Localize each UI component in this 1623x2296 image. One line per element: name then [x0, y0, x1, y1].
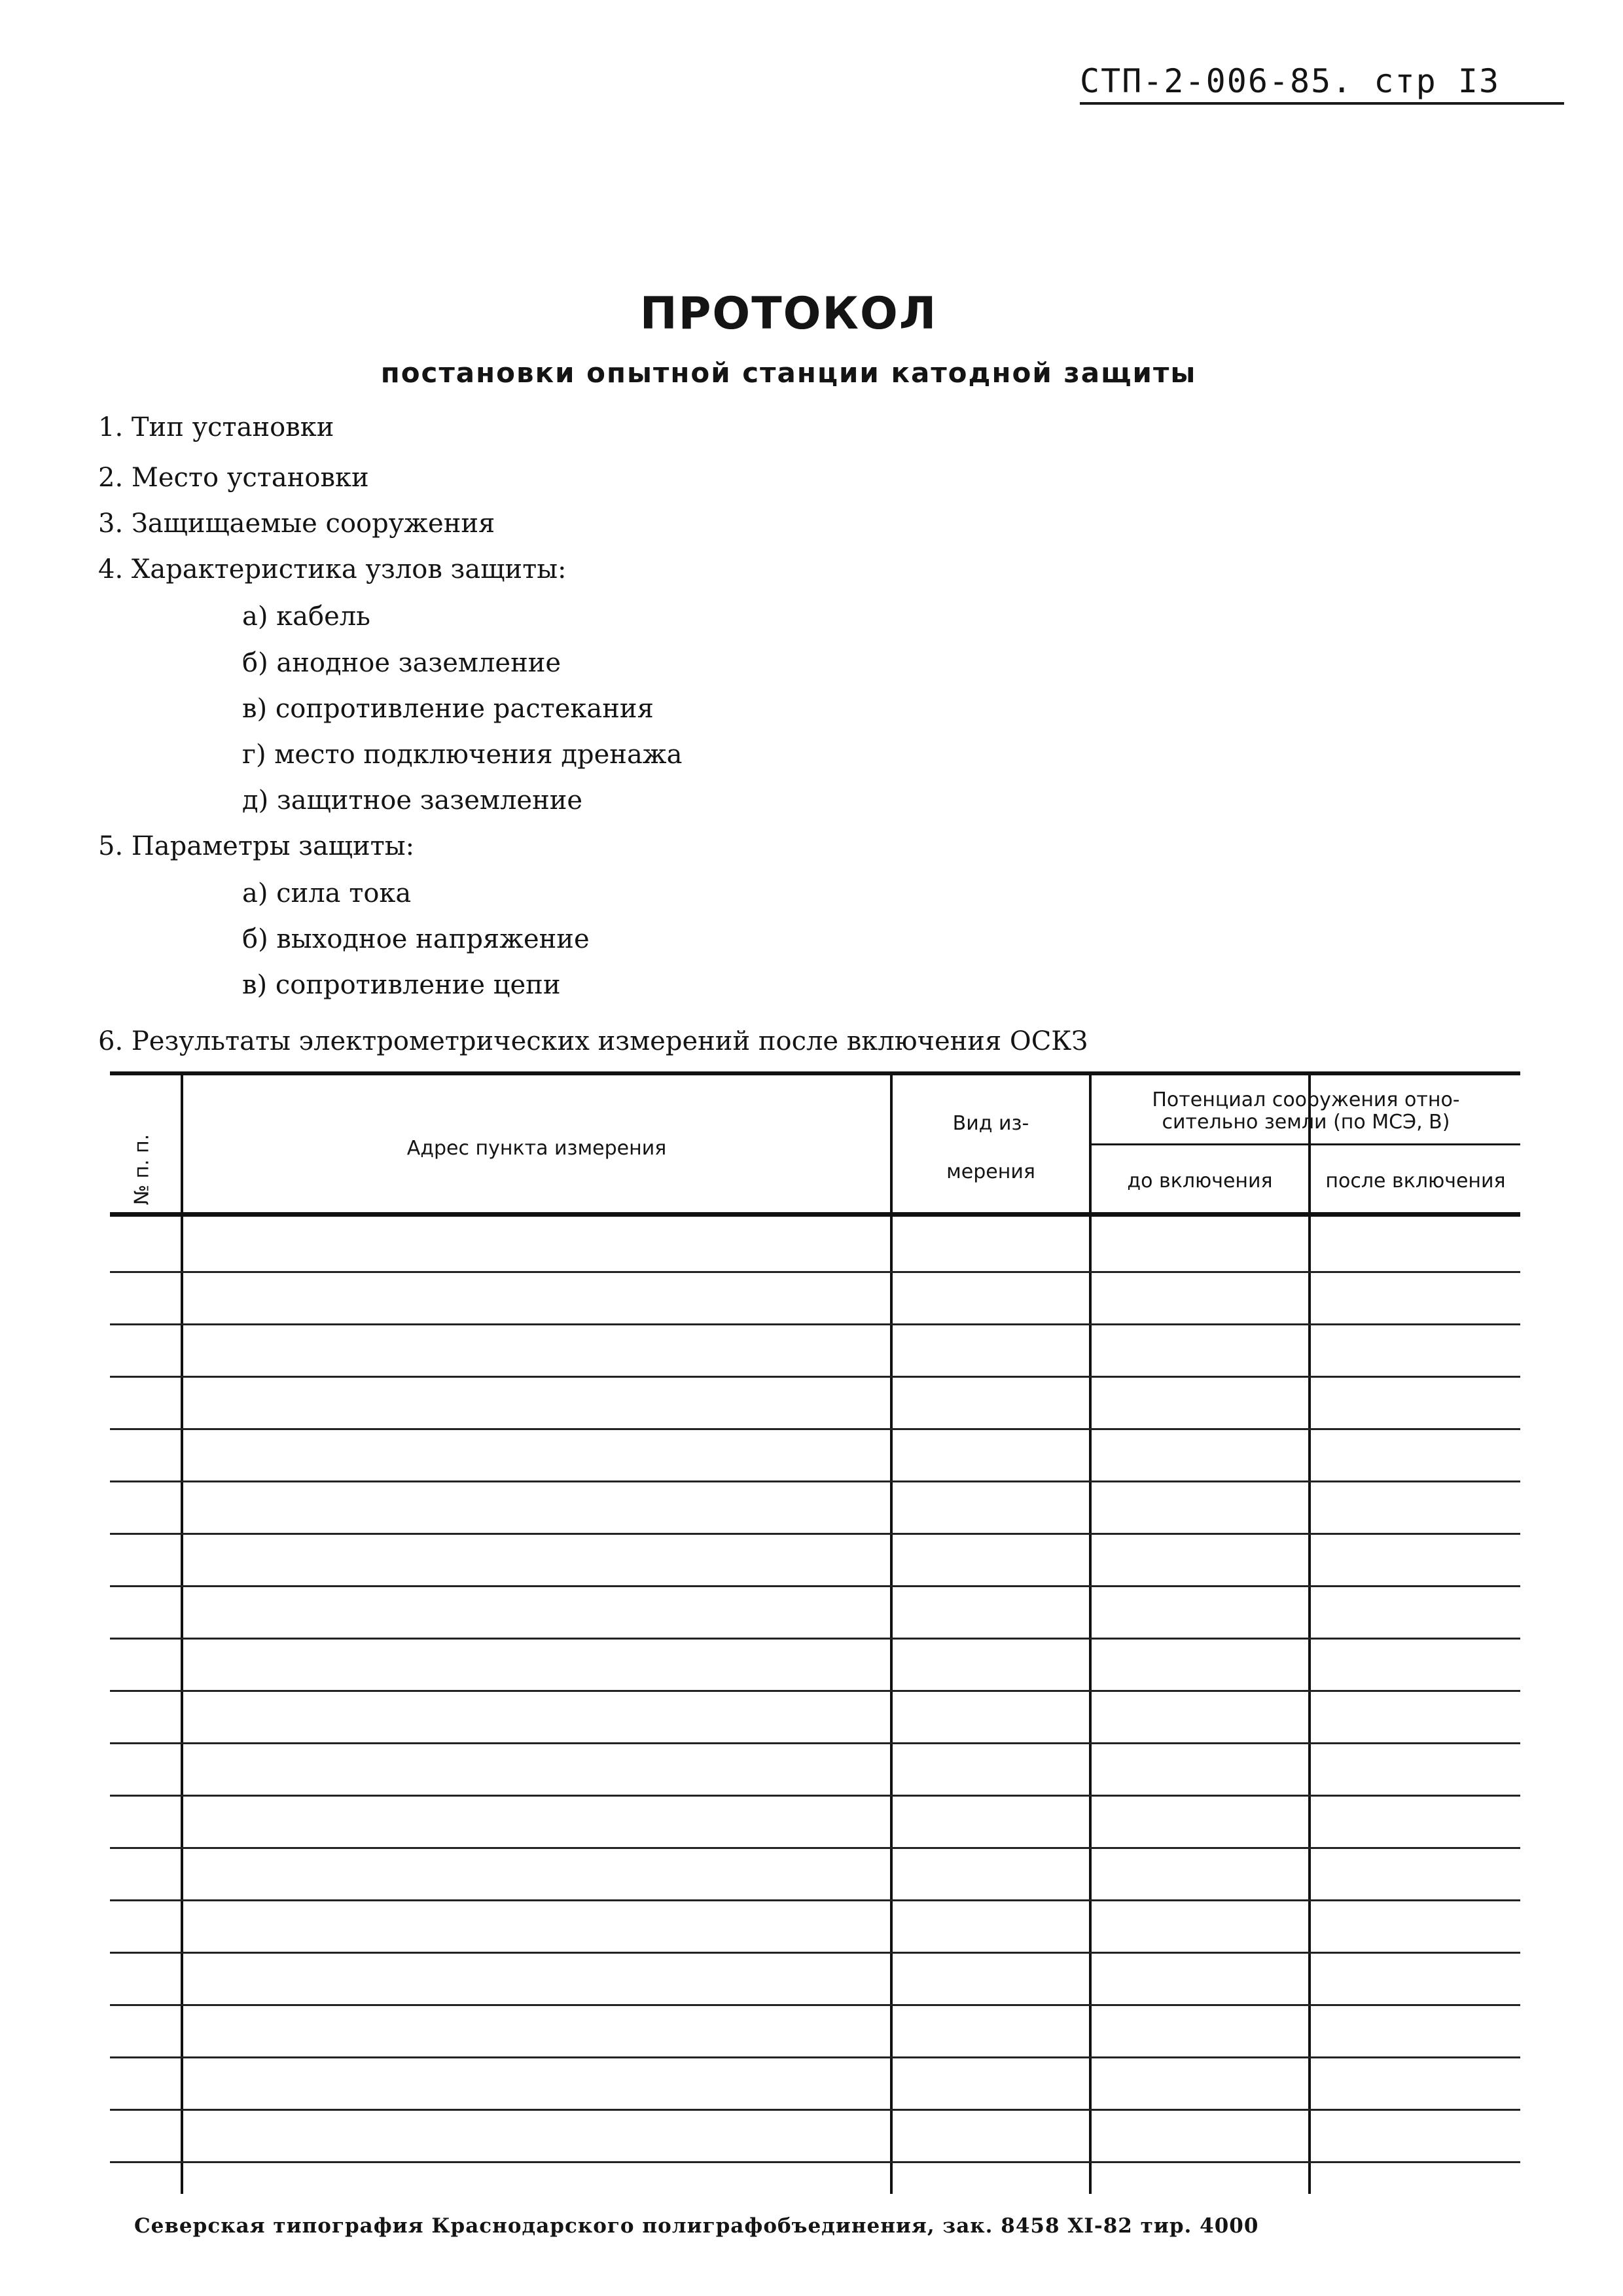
column-header-type-line2: мерения [946, 1160, 1035, 1183]
measurement-table [110, 1071, 1520, 2194]
table-row [110, 2004, 1520, 2006]
section-4-item-a: а) кабель [242, 601, 370, 632]
table-row [110, 1795, 1520, 1797]
table-row [110, 1742, 1520, 1744]
table-row [110, 1899, 1520, 1901]
document-title: ПРОТОКОЛ [639, 288, 938, 340]
table-row [110, 2056, 1520, 2058]
column-header-potential-line1: Потенциал сооружения отно- [1152, 1088, 1460, 1111]
column-divider-type [1089, 1071, 1092, 2194]
column-header-potential-line2: сительно земли (по МСЭ, В) [1162, 1111, 1450, 1134]
document-subtitle: постановки опытной станции катодной защиты [380, 357, 1197, 389]
column-divider-address [890, 1071, 893, 2194]
section-5-item-c: в) сопротивление цепи [242, 970, 561, 1000]
section-5-item-b: б) выходное напряжение [242, 924, 590, 954]
column-header-type-line1: Вид из- [952, 1112, 1029, 1135]
section-5-item-a: а) сила тока [242, 878, 412, 908]
potential-subheader-divider [1092, 1143, 1520, 1145]
column-divider-potential [1308, 1071, 1311, 2194]
table-row [110, 2161, 1520, 2163]
table-row [110, 1271, 1520, 1273]
section-4-item-c: в) сопротивление растекания [242, 694, 654, 724]
page-reference: СТП-2-006-85. стр I3 [1080, 60, 1564, 105]
table-row [110, 1585, 1520, 1587]
table-row [110, 1952, 1520, 1954]
section-4-item-d: г) место подключения дренажа [242, 740, 683, 770]
table-row [110, 1533, 1520, 1535]
table-row [110, 1376, 1520, 1378]
column-divider-num [181, 1071, 183, 2194]
table-row [110, 1428, 1520, 1430]
section-4-label: 4. Характеристика узлов защиты: [98, 554, 567, 584]
section-1-label: 1. Тип установки [98, 412, 334, 442]
table-row [110, 2109, 1520, 2111]
column-header-address: Адрес пункта измерения [406, 1137, 667, 1160]
section-6-label: 6. Результаты электрометрических измерений после включения ОСКЗ [98, 1026, 1088, 1056]
column-header-before: до включения [1127, 1170, 1273, 1193]
table-row [110, 1480, 1520, 1482]
table-row [110, 1690, 1520, 1692]
table-row [110, 1638, 1520, 1640]
column-header-num: № п. п. [130, 1134, 154, 1206]
section-5-label: 5. Параметры защиты: [98, 831, 415, 861]
printer-footer: Северская типография Краснодарского полиграфобъединения, зак. 8458 XI-82 тир. 4000 [134, 2214, 1259, 2238]
section-4-item-b: б) анодное заземление [242, 648, 562, 678]
section-2-label: 2. Место установки [98, 463, 369, 493]
section-3-label: 3. Защищаемые сооружения [98, 509, 495, 539]
table-row [110, 1847, 1520, 1849]
section-4-item-e: д) защитное заземление [242, 785, 583, 816]
column-header-after: после включения [1325, 1170, 1506, 1193]
table-row [110, 1323, 1520, 1325]
